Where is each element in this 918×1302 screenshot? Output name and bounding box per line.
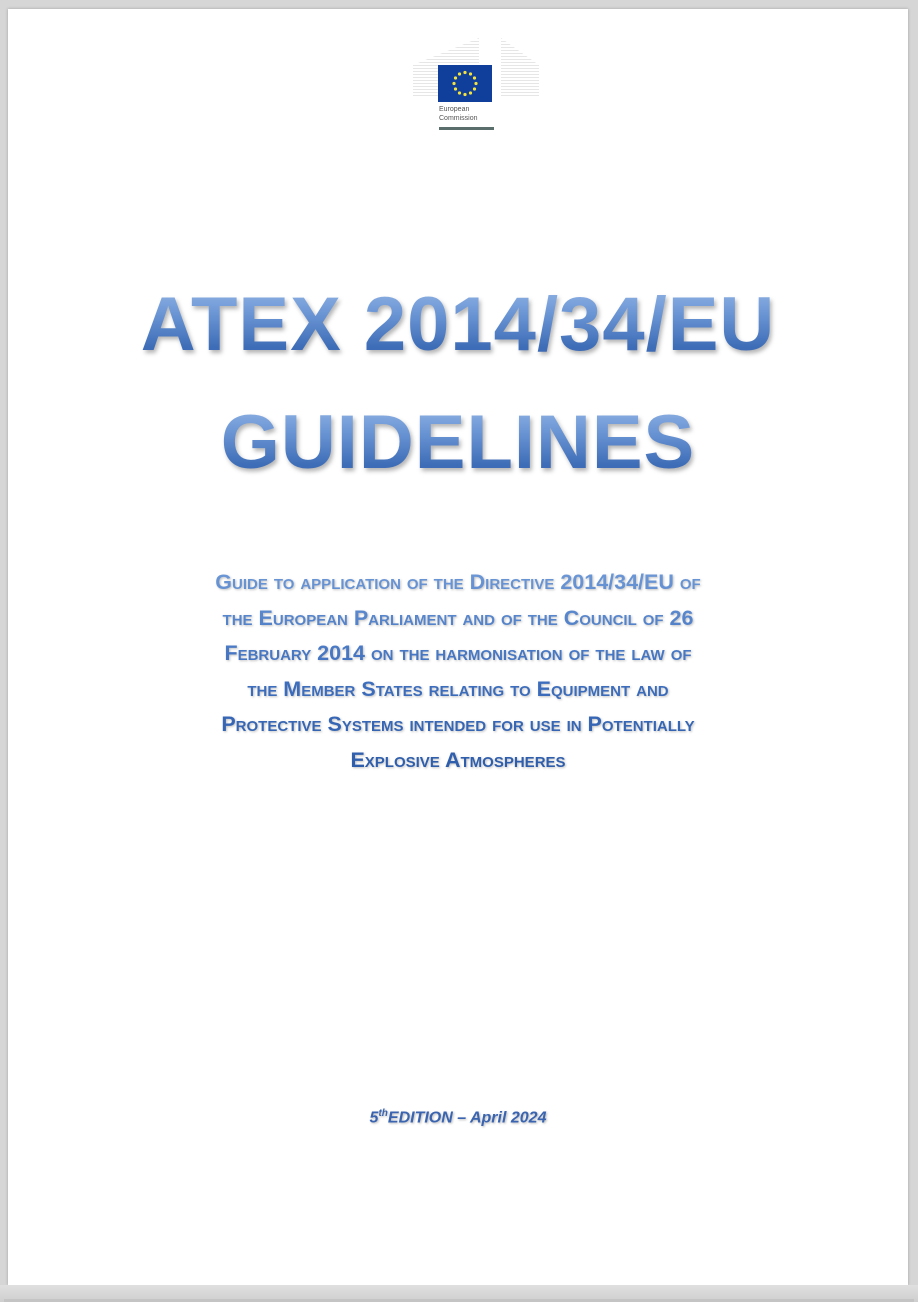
- document-title-line2: GUIDELINES: [8, 399, 908, 486]
- document-title-line1: ATEX 2014/34/EU: [8, 281, 908, 368]
- edition-text: EDITION – April 2024: [387, 1109, 547, 1127]
- document-subtitle: [68, 565, 848, 778]
- document-page: [8, 9, 908, 1285]
- berlaymont-building-right-graphic: [501, 38, 539, 98]
- logo-underline: [439, 127, 494, 130]
- subtitle-line: Explosive Atmospheres: [350, 747, 566, 772]
- logo-org-line2: Commission: [439, 114, 478, 122]
- next-page-edge: [0, 1285, 918, 1302]
- eu-flag-icon: [438, 65, 492, 102]
- edition-ordinal-suffix: th: [378, 1108, 388, 1119]
- subtitle-line: February 2014 on the harmonisation of the law of: [224, 641, 692, 665]
- edition-number: 5: [369, 1109, 379, 1127]
- logo-org-line1: European: [439, 106, 470, 113]
- subtitle-line: Guide to application of the Directive 2014/34/EU of: [215, 570, 701, 594]
- edition-label: [8, 1108, 908, 1127]
- subtitle-line: the Member States relating to Equipment and: [247, 676, 669, 701]
- subtitle-line: Protective Systems intended for use in Potentially: [221, 712, 695, 736]
- logo-label: [439, 106, 478, 123]
- european-commission-logo: [405, 30, 545, 135]
- subtitle-line: the European Parliament and of the Council of 26: [222, 605, 694, 630]
